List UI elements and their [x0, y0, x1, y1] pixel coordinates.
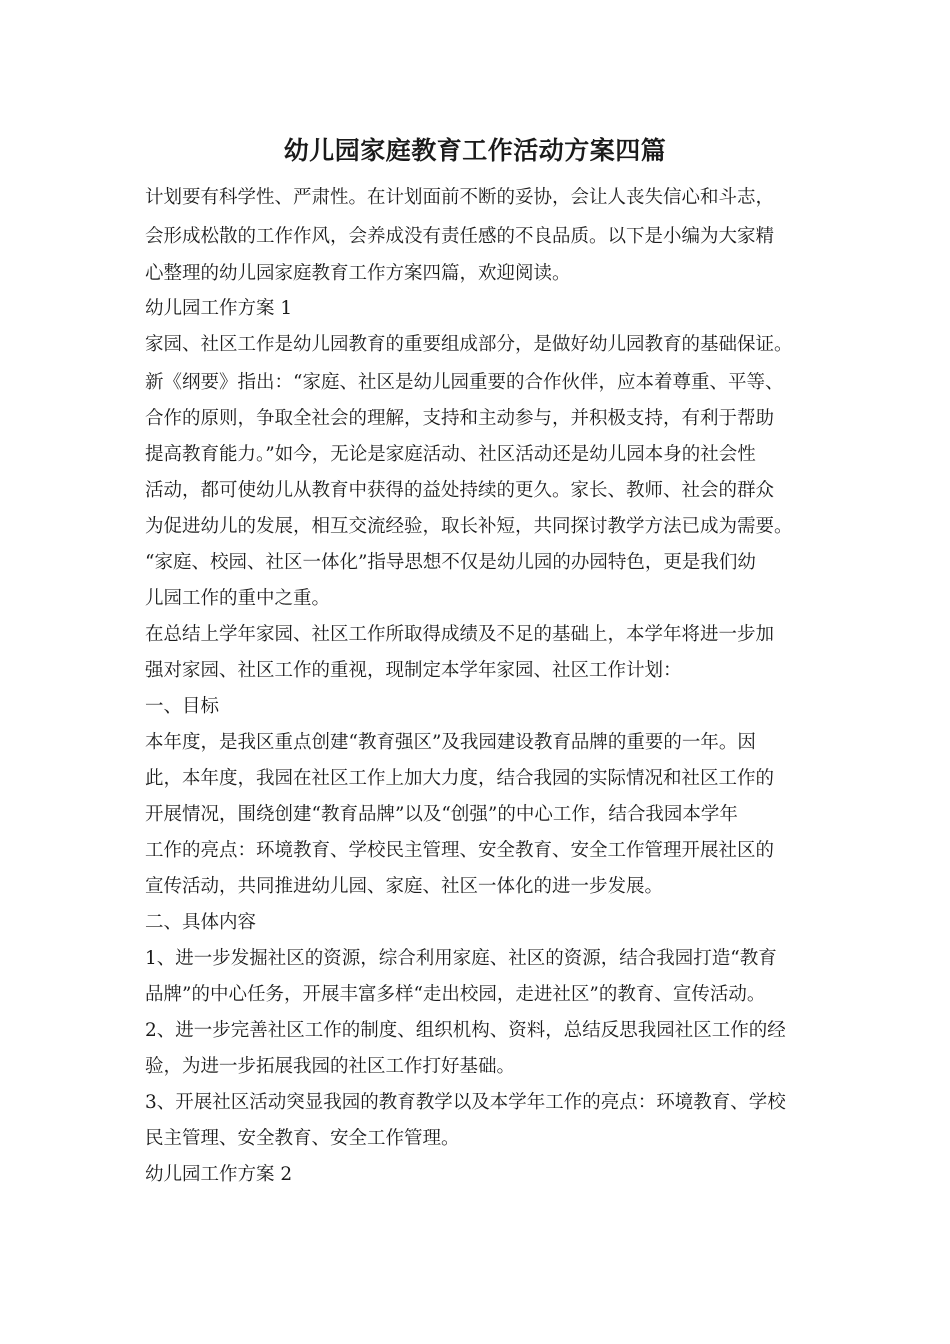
body-line: 3、开展社区活动突显我园的教育教学以及本学年工作的亮点：环境教育、学校: [145, 1092, 786, 1113]
body-line: 工作的亮点：环境教育、学校民主管理、安全教育、安全工作管理开展社区的: [145, 840, 775, 861]
body-line: 在总结上学年家园、社区工作所取得成绩及不足的基础上，本学年将进一步加: [145, 624, 775, 645]
body-line: 家园、社区工作是幼儿园教育的重要组成部分，是做好幼儿园教育的基础保证。: [145, 334, 793, 355]
body-line: 此，本年度，我园在社区工作上加大力度，结合我园的实际情况和社区工作的: [145, 768, 775, 789]
body-line: 新《纲要》指出：“家庭、社区是幼儿园重要的合作伙伴，应本着尊重、平等、: [145, 372, 784, 393]
page-title: 幼儿园家庭教育工作活动方案四篇: [283, 136, 667, 165]
section-heading: 幼儿园工作方案 1: [145, 298, 293, 319]
body-line: 验，为进一步拓展我园的社区工作打好基础。: [145, 1056, 516, 1077]
body-line: 本年度，是我区重点创建“教育强区”及我园建设教育品牌的重要的一年。因: [145, 732, 756, 753]
body-line: 品牌”的中心任务，开展丰富多样“走出校园，走进社区”的教育、宣传活动。: [145, 984, 766, 1005]
body-line: 2、进一步完善社区工作的制度、组织机构、资料，总结反思我园社区工作的经: [145, 1020, 786, 1041]
body-line: 宣传活动，共同推进幼儿园、家庭、社区一体化的进一步发展。: [145, 876, 664, 897]
body-line: 强对家园、社区工作的重视，现制定本学年家园、社区工作计划：: [145, 660, 682, 681]
section-heading: 一、目标: [145, 696, 220, 717]
section-heading: 幼儿园工作方案 2: [145, 1164, 293, 1185]
body-line: 活动，都可使幼儿从教育中获得的益处持续的更久。家长、教师、社会的群众: [145, 480, 775, 501]
body-line: 提高教育能力。”如今，无论是家庭活动、社区活动还是幼儿园本身的社会性: [145, 444, 756, 465]
body-line: 心整理的幼儿园家庭教育工作方案四篇，欢迎阅读。: [145, 263, 571, 284]
body-line: 计划要有科学性、严肃性。在计划面前不断的妥协，会让人丧失信心和斗志，: [145, 187, 775, 208]
body-line: 1、进一步发掘社区的资源，综合利用家庭、社区的资源，结合我园打造“教育: [145, 948, 777, 969]
body-line: 儿园工作的重中之重。: [145, 588, 331, 609]
body-line: 合作的原则，争取全社会的理解，支持和主动参与，并积极支持，有利于帮助: [145, 408, 775, 429]
body-line: 开展情况，围绕创建“教育品牌”以及“创强”的中心工作，结合我园本学年: [145, 804, 738, 825]
body-line: 会形成松散的工作作风，会养成没有责任感的不良品质。以下是小编为大家精: [145, 226, 775, 247]
section-heading: 二、具体内容: [145, 912, 257, 933]
body-line: 民主管理、安全教育、安全工作管理。: [145, 1128, 460, 1149]
body-line: 为促进幼儿的发展，相互交流经验，取长补短，共同探讨教学方法已成为需要。: [145, 516, 793, 537]
body-line: “家庭、校园、社区一体化”指导思想不仅是幼儿园的办园特色，更是我们幼: [145, 552, 756, 573]
